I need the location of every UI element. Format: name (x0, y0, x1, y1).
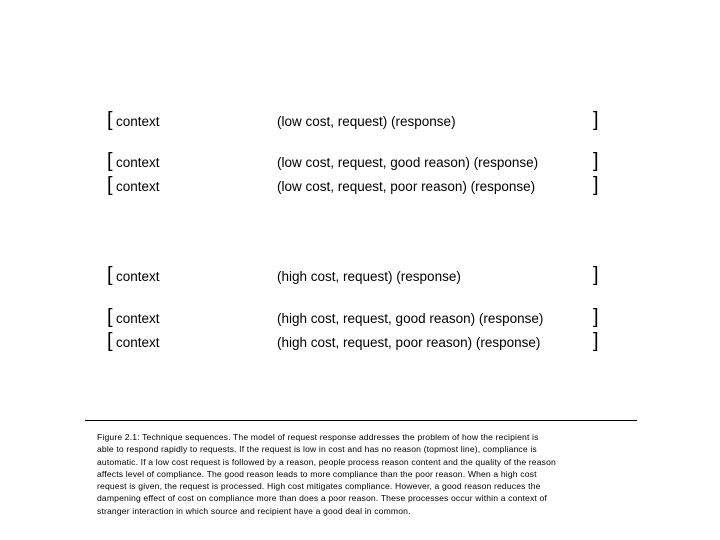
caption-line: Figure 2.1: Technique sequences. The model of request response addresses the problem of how the recipient is (97, 432, 539, 442)
left-bracket: [ (107, 150, 113, 172)
caption-line: affects level of compliance. The good reason leads to more compliance than the poor reason. When a high cost (97, 468, 537, 479)
left-bracket: [ (107, 330, 113, 352)
sequence-text: (high cost, request) (response) (277, 269, 461, 284)
sequence-text: (low cost, request, poor reason) (response) (277, 179, 536, 194)
left-bracket: [ (107, 174, 113, 196)
left-bracket: [ (107, 306, 113, 328)
sequence-row (0, 265, 720, 289)
sequence-text: (high cost, request, poor reason) (response) (277, 335, 541, 350)
right-bracket: ] (593, 306, 599, 328)
caption-line: request is given, the request is processed. High cost mitigates compliance. However, a good reason reduces the (97, 481, 541, 492)
context-label: context (116, 155, 160, 170)
sequence-text: (low cost, request, good reason) (response) (277, 155, 539, 170)
sequence-row (0, 175, 720, 199)
caption-line: stranger interaction in which source and recipient have a good deal in common. (97, 505, 411, 516)
context-label: context (116, 114, 160, 129)
sequence-row (0, 331, 720, 355)
sequence-text: (low cost, request) (response) (277, 114, 456, 129)
sequence-row (0, 307, 720, 331)
caption-line: dampening effect of cost on compliance more than does a poor reason. These processes occur within a context of (97, 493, 547, 504)
left-bracket: [ (107, 109, 113, 131)
sequence-text: (high cost, request, good reason) (response) (277, 311, 544, 326)
caption-divider (85, 420, 637, 421)
right-bracket: ] (593, 150, 599, 172)
context-label: context (116, 335, 160, 350)
context-label: context (116, 311, 160, 326)
caption-line: automatic. If a low cost request is followed by a reason, people process reason content and the quality of the reason (97, 456, 556, 467)
context-label: context (116, 179, 160, 194)
right-bracket: ] (593, 174, 599, 196)
left-bracket: [ (107, 264, 113, 286)
sequence-row (0, 151, 720, 175)
sequence-row (0, 110, 720, 134)
right-bracket: ] (593, 264, 599, 286)
figure-caption (97, 431, 617, 517)
right-bracket: ] (593, 109, 599, 131)
caption-line: able to respond rapidly to requests. If the request is low in cost and has no reason (topmost line), compliance is (97, 444, 537, 455)
context-label: context (116, 269, 160, 284)
right-bracket: ] (593, 330, 599, 352)
